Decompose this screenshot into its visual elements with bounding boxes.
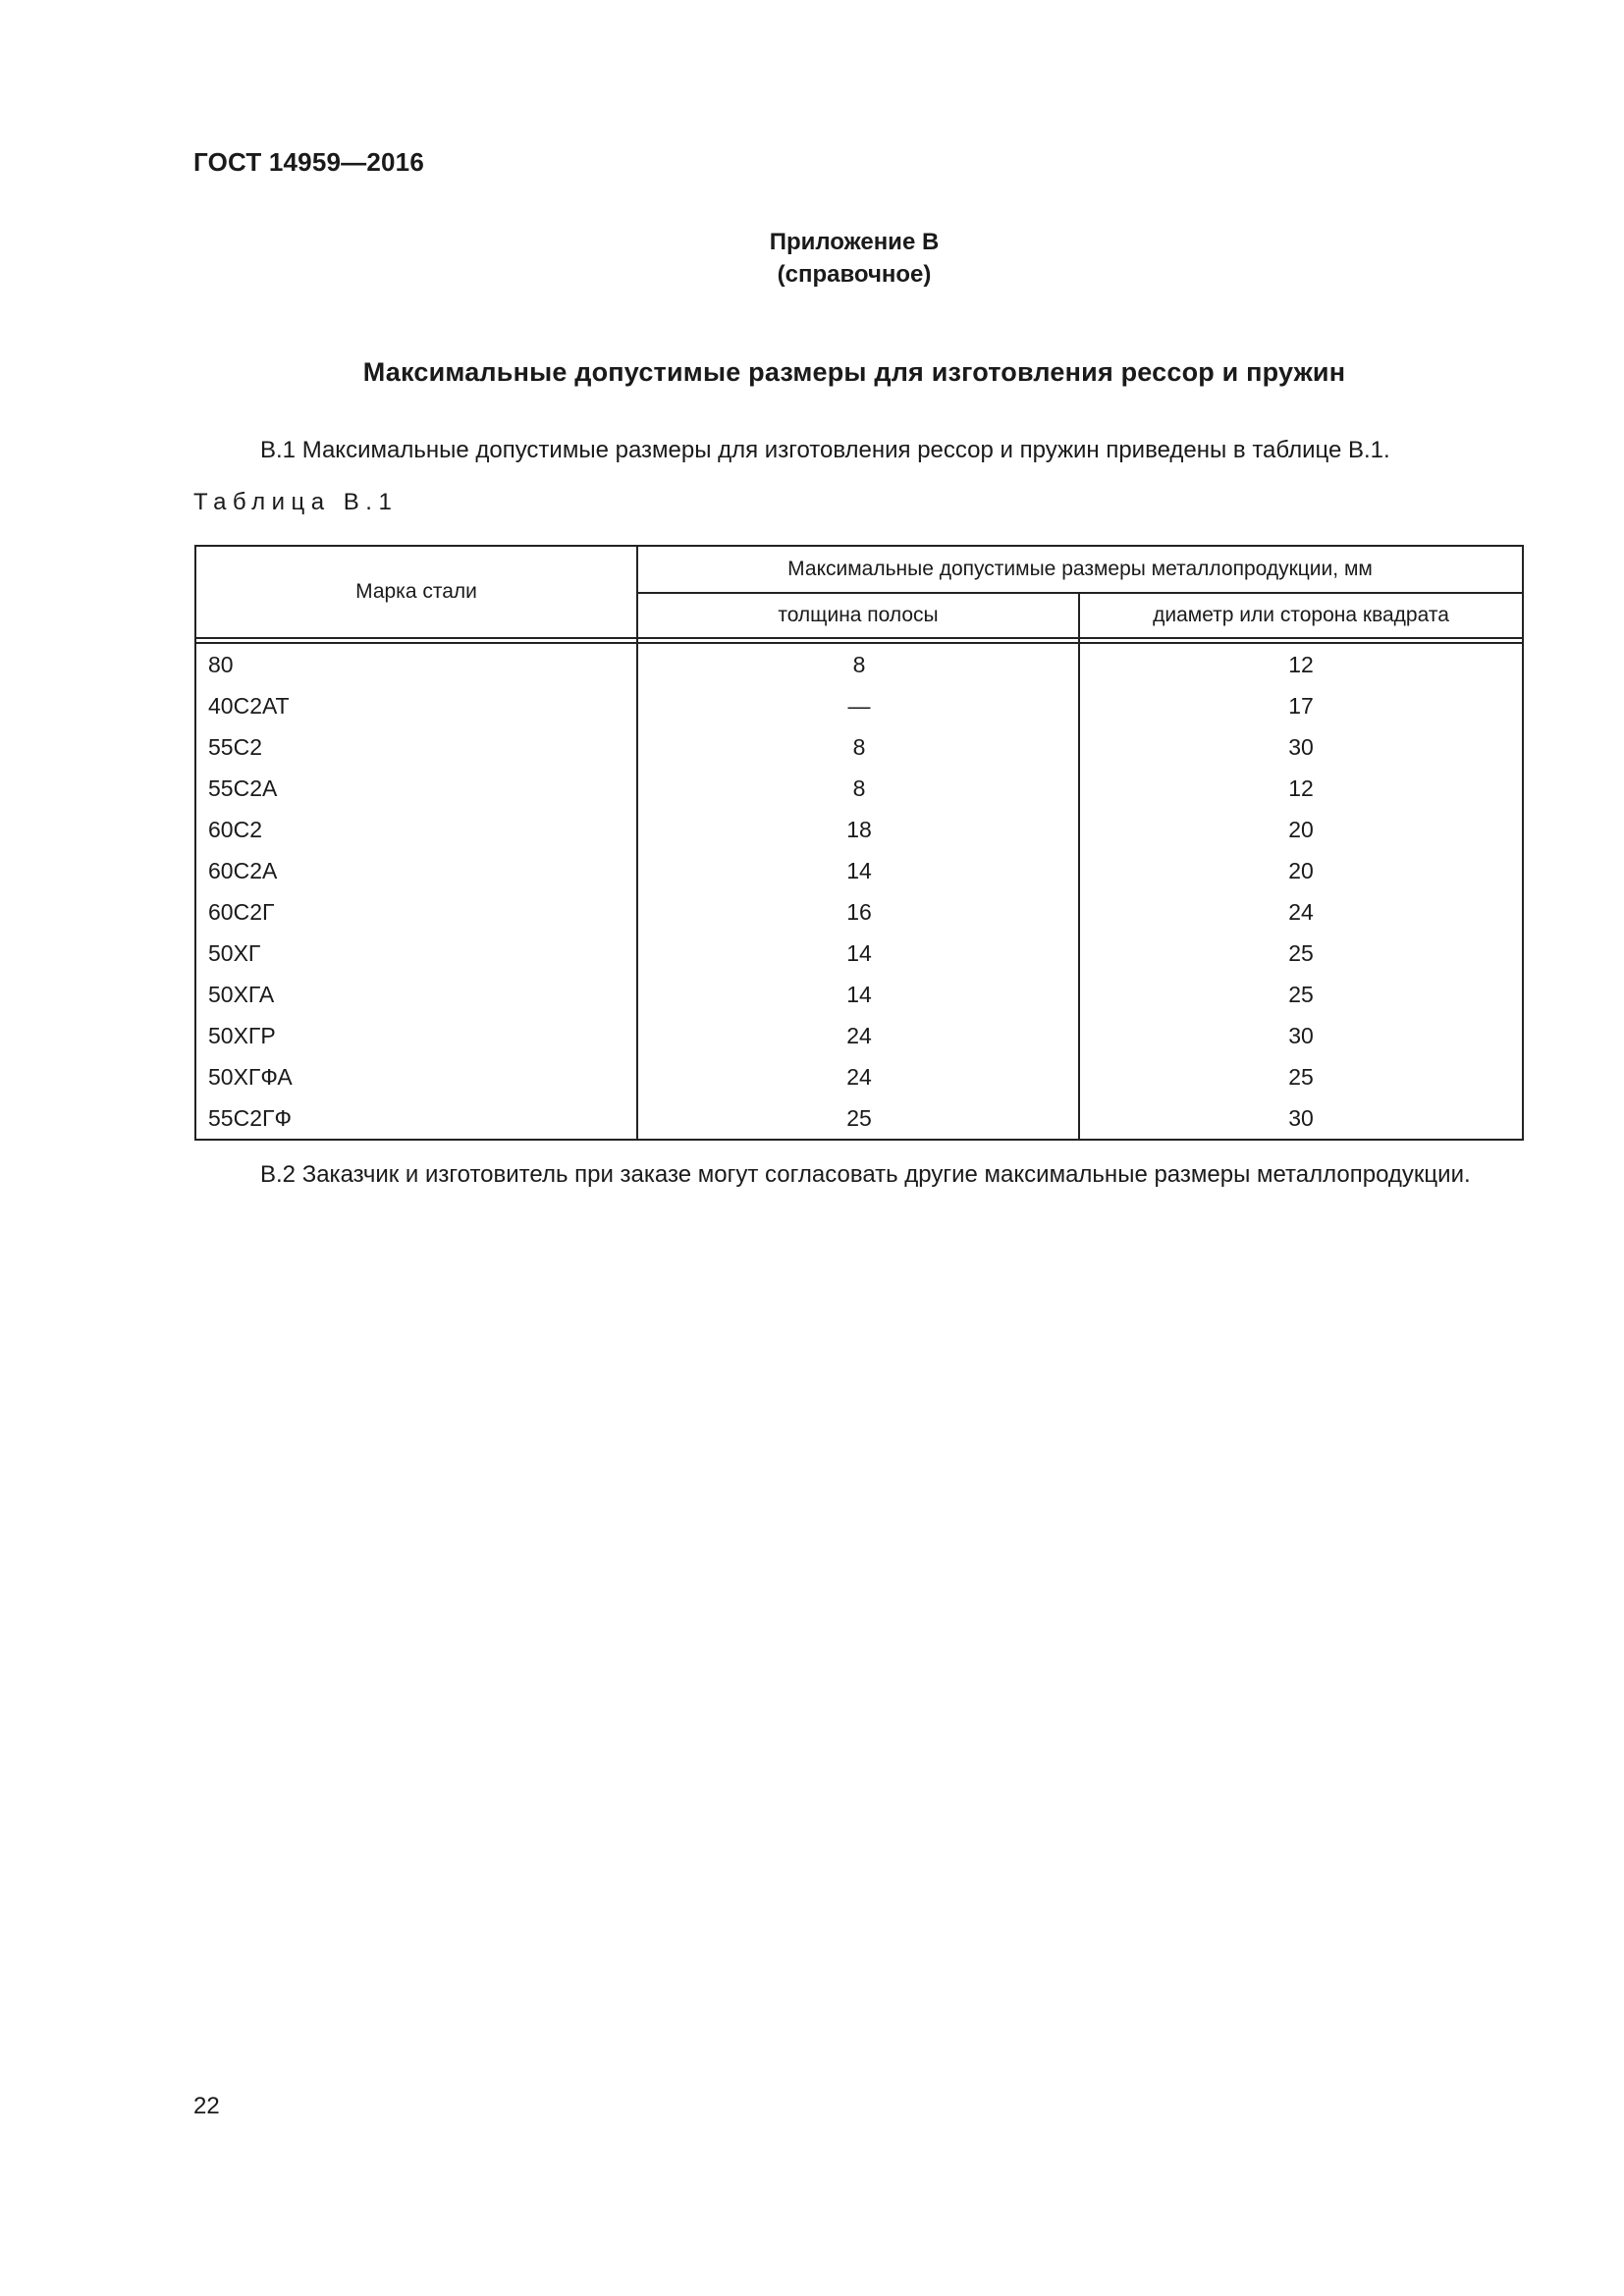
appendix-heading — [0, 226, 1624, 291]
header-separator — [196, 637, 1522, 639]
dimensions-table — [194, 545, 1524, 1141]
cell-grade: 60С2А — [208, 858, 278, 883]
cell-grade: 55С2ГФ — [208, 1105, 292, 1131]
cell-grade: 80 — [208, 652, 234, 677]
table-row — [196, 1097, 1522, 1139]
cell-thickness: 14 — [846, 940, 872, 966]
paragraph-b1: В.1 Максимальные допустимые размеры для изготовления рессор и пружин приведены в таблице В.1. — [260, 437, 1390, 463]
appendix-title: Приложение В — [769, 229, 940, 255]
header-size-group: Максимальные допустимые размеры металлопродукции, мм — [787, 558, 1373, 580]
cell-diameter: 12 — [1288, 652, 1314, 677]
cell-diameter: 17 — [1288, 693, 1314, 719]
table-row — [196, 850, 1522, 891]
table-row — [196, 809, 1522, 850]
cell-grade: 50ХГР — [208, 1023, 276, 1048]
cell-diameter: 25 — [1288, 940, 1314, 966]
cell-thickness: — — [847, 693, 871, 719]
table-row — [196, 768, 1522, 809]
cell-thickness: 24 — [846, 1064, 872, 1090]
table-row — [196, 726, 1522, 768]
cell-thickness: 16 — [846, 899, 872, 925]
cell-grade: 50ХГФА — [208, 1064, 293, 1090]
cell-diameter: 30 — [1288, 1105, 1314, 1131]
table-row — [196, 644, 1522, 685]
table-row — [196, 974, 1522, 1015]
page-number: 22 — [193, 2093, 220, 2119]
cell-grade: 50ХГА — [208, 982, 275, 1007]
header-thickness: толщина полосы — [778, 604, 939, 626]
appendix-subtitle: (справочное) — [777, 261, 932, 288]
cell-diameter: 20 — [1288, 858, 1314, 883]
table-row — [196, 1056, 1522, 1097]
section-title: Максимальные допустимые размеры для изготовления рессор и пружин — [362, 357, 1346, 387]
table-row — [196, 891, 1522, 933]
cell-thickness: 14 — [846, 982, 872, 1007]
cell-diameter: 25 — [1288, 982, 1314, 1007]
table-row — [196, 933, 1522, 974]
cell-grade: 55С2А — [208, 775, 278, 801]
cell-thickness: 8 — [852, 775, 866, 801]
cell-thickness: 8 — [852, 734, 866, 760]
cell-diameter: 30 — [1288, 734, 1314, 760]
cell-diameter: 25 — [1288, 1064, 1314, 1090]
cell-diameter: 24 — [1288, 899, 1314, 925]
cell-thickness: 14 — [846, 858, 872, 883]
cell-thickness: 18 — [846, 817, 872, 842]
cell-grade: 50ХГ — [208, 940, 261, 966]
cell-grade: 55С2 — [208, 734, 262, 760]
cell-thickness: 25 — [846, 1105, 872, 1131]
cell-diameter: 12 — [1288, 775, 1314, 801]
table-row — [196, 1015, 1522, 1056]
cell-diameter: 30 — [1288, 1023, 1314, 1048]
header-grade: Марка стали — [355, 580, 477, 603]
cell-thickness: 8 — [852, 652, 866, 677]
cell-grade: 60С2Г — [208, 899, 275, 925]
cell-thickness: 24 — [846, 1023, 872, 1048]
table-row — [196, 685, 1522, 726]
cell-diameter: 20 — [1288, 817, 1314, 842]
cell-grade: 60С2 — [208, 817, 262, 842]
header-diameter: диаметр или сторона квадрата — [1153, 604, 1449, 626]
document-code: ГОСТ 14959—2016 — [193, 147, 424, 177]
table-caption: Таблица В.1 — [193, 489, 399, 515]
paragraph-b2: В.2 Заказчик и изготовитель при заказе могут согласовать другие максимальные размеры металлопродукции. — [260, 1161, 1471, 1188]
cell-grade: 40С2АТ — [208, 693, 290, 719]
